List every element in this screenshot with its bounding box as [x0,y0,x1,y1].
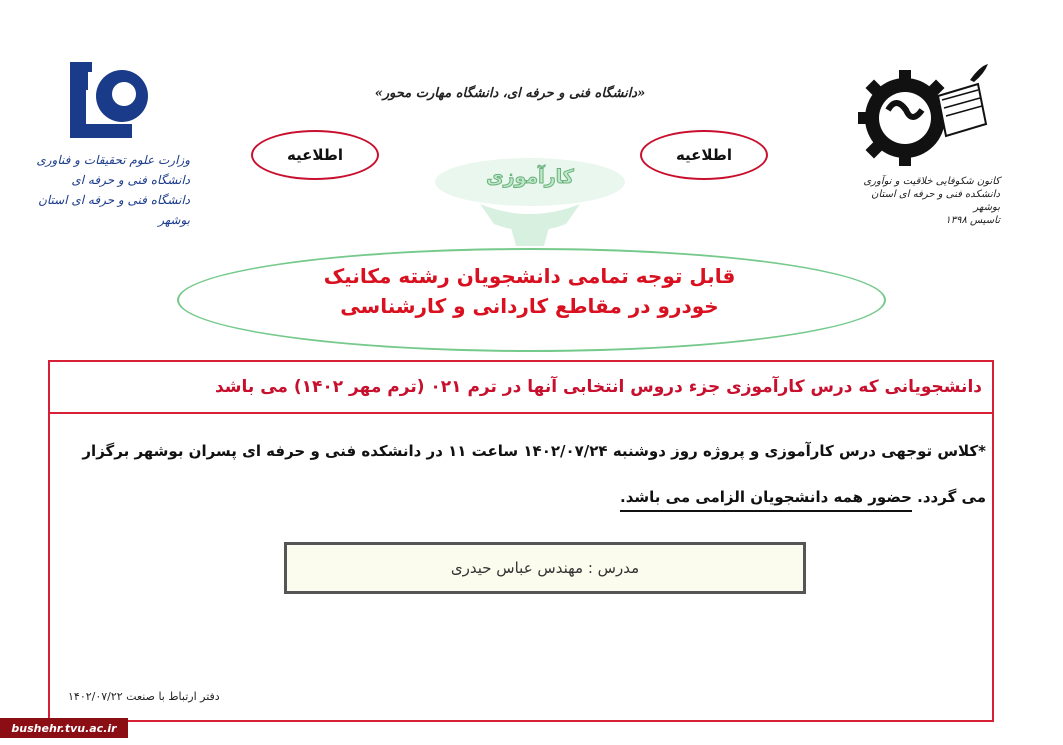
gear-book-logo-icon [850,60,1000,170]
tvu-logo-icon [30,58,190,148]
top-margin [0,0,1063,38]
org-line: دانشگاه فنی و حرفه ای [71,173,190,187]
notice-oval-right: اطلاعیه [640,130,768,180]
club-line: کانون شکوفایی خلاقیت و نوآوری [863,176,1000,187]
office-date-note: دفتر ارتباط با صنعت ۱۴۰۲/۰۷/۲۲ [68,690,220,703]
attention-text [177,261,882,321]
website-link[interactable]: bushehr.tvu.ac.ir [0,718,128,738]
club-line: تاسیس ۱۳۹۸ [945,215,1000,226]
announcement-header: دانشجویانی که درس کارآموزی جزء دروس انتخابی آنها در ترم ۰۲۱ (ترم مهر ۱۴۰۲) می باشد [50,362,992,414]
club-line: دانشکده فنی و حرفه ای استان بوشهر [871,189,1000,213]
attendance-required-text: حضور همه دانشجویان الزامی می باشد. [620,488,912,512]
innovation-club-logo-block [850,60,1000,230]
attention-line-2: خودرو در مقاطع کاردانی و کارشناسی [340,294,719,318]
announcement-box [48,360,994,722]
org-line: دانشگاه فنی و حرفه ای استان بوشهر [38,193,190,227]
internship-title: کارآموزی [486,166,574,188]
university-motto: «دانشگاه فنی و حرفه ای، دانشگاه مهارت محور» [374,86,646,101]
internship-badge [420,152,640,252]
class-details-text: *کلاس توجهی درس کارآموزی و پروژه روز دوشنبه ۱۴۰۲/۰۷/۲۴ ساعت ۱۱ در دانشکده فنی و حرفه ای پسران بوشهر برگزار می گردد. [82,442,986,506]
instructor-box: مدرس : مهندس عباس حیدری [284,542,806,594]
announcement-paragraph [60,428,986,520]
attention-line-1: قابل توجه تمامی دانشجویان رشته مکانیک [323,264,736,288]
tvu-logo-block [30,58,190,238]
notice-oval-left: اطلاعیه [251,130,379,180]
org-line: وزارت علوم تحقیقات و فناوری [36,153,190,167]
tvu-org-lines [30,150,190,230]
club-org-lines [850,175,1000,227]
